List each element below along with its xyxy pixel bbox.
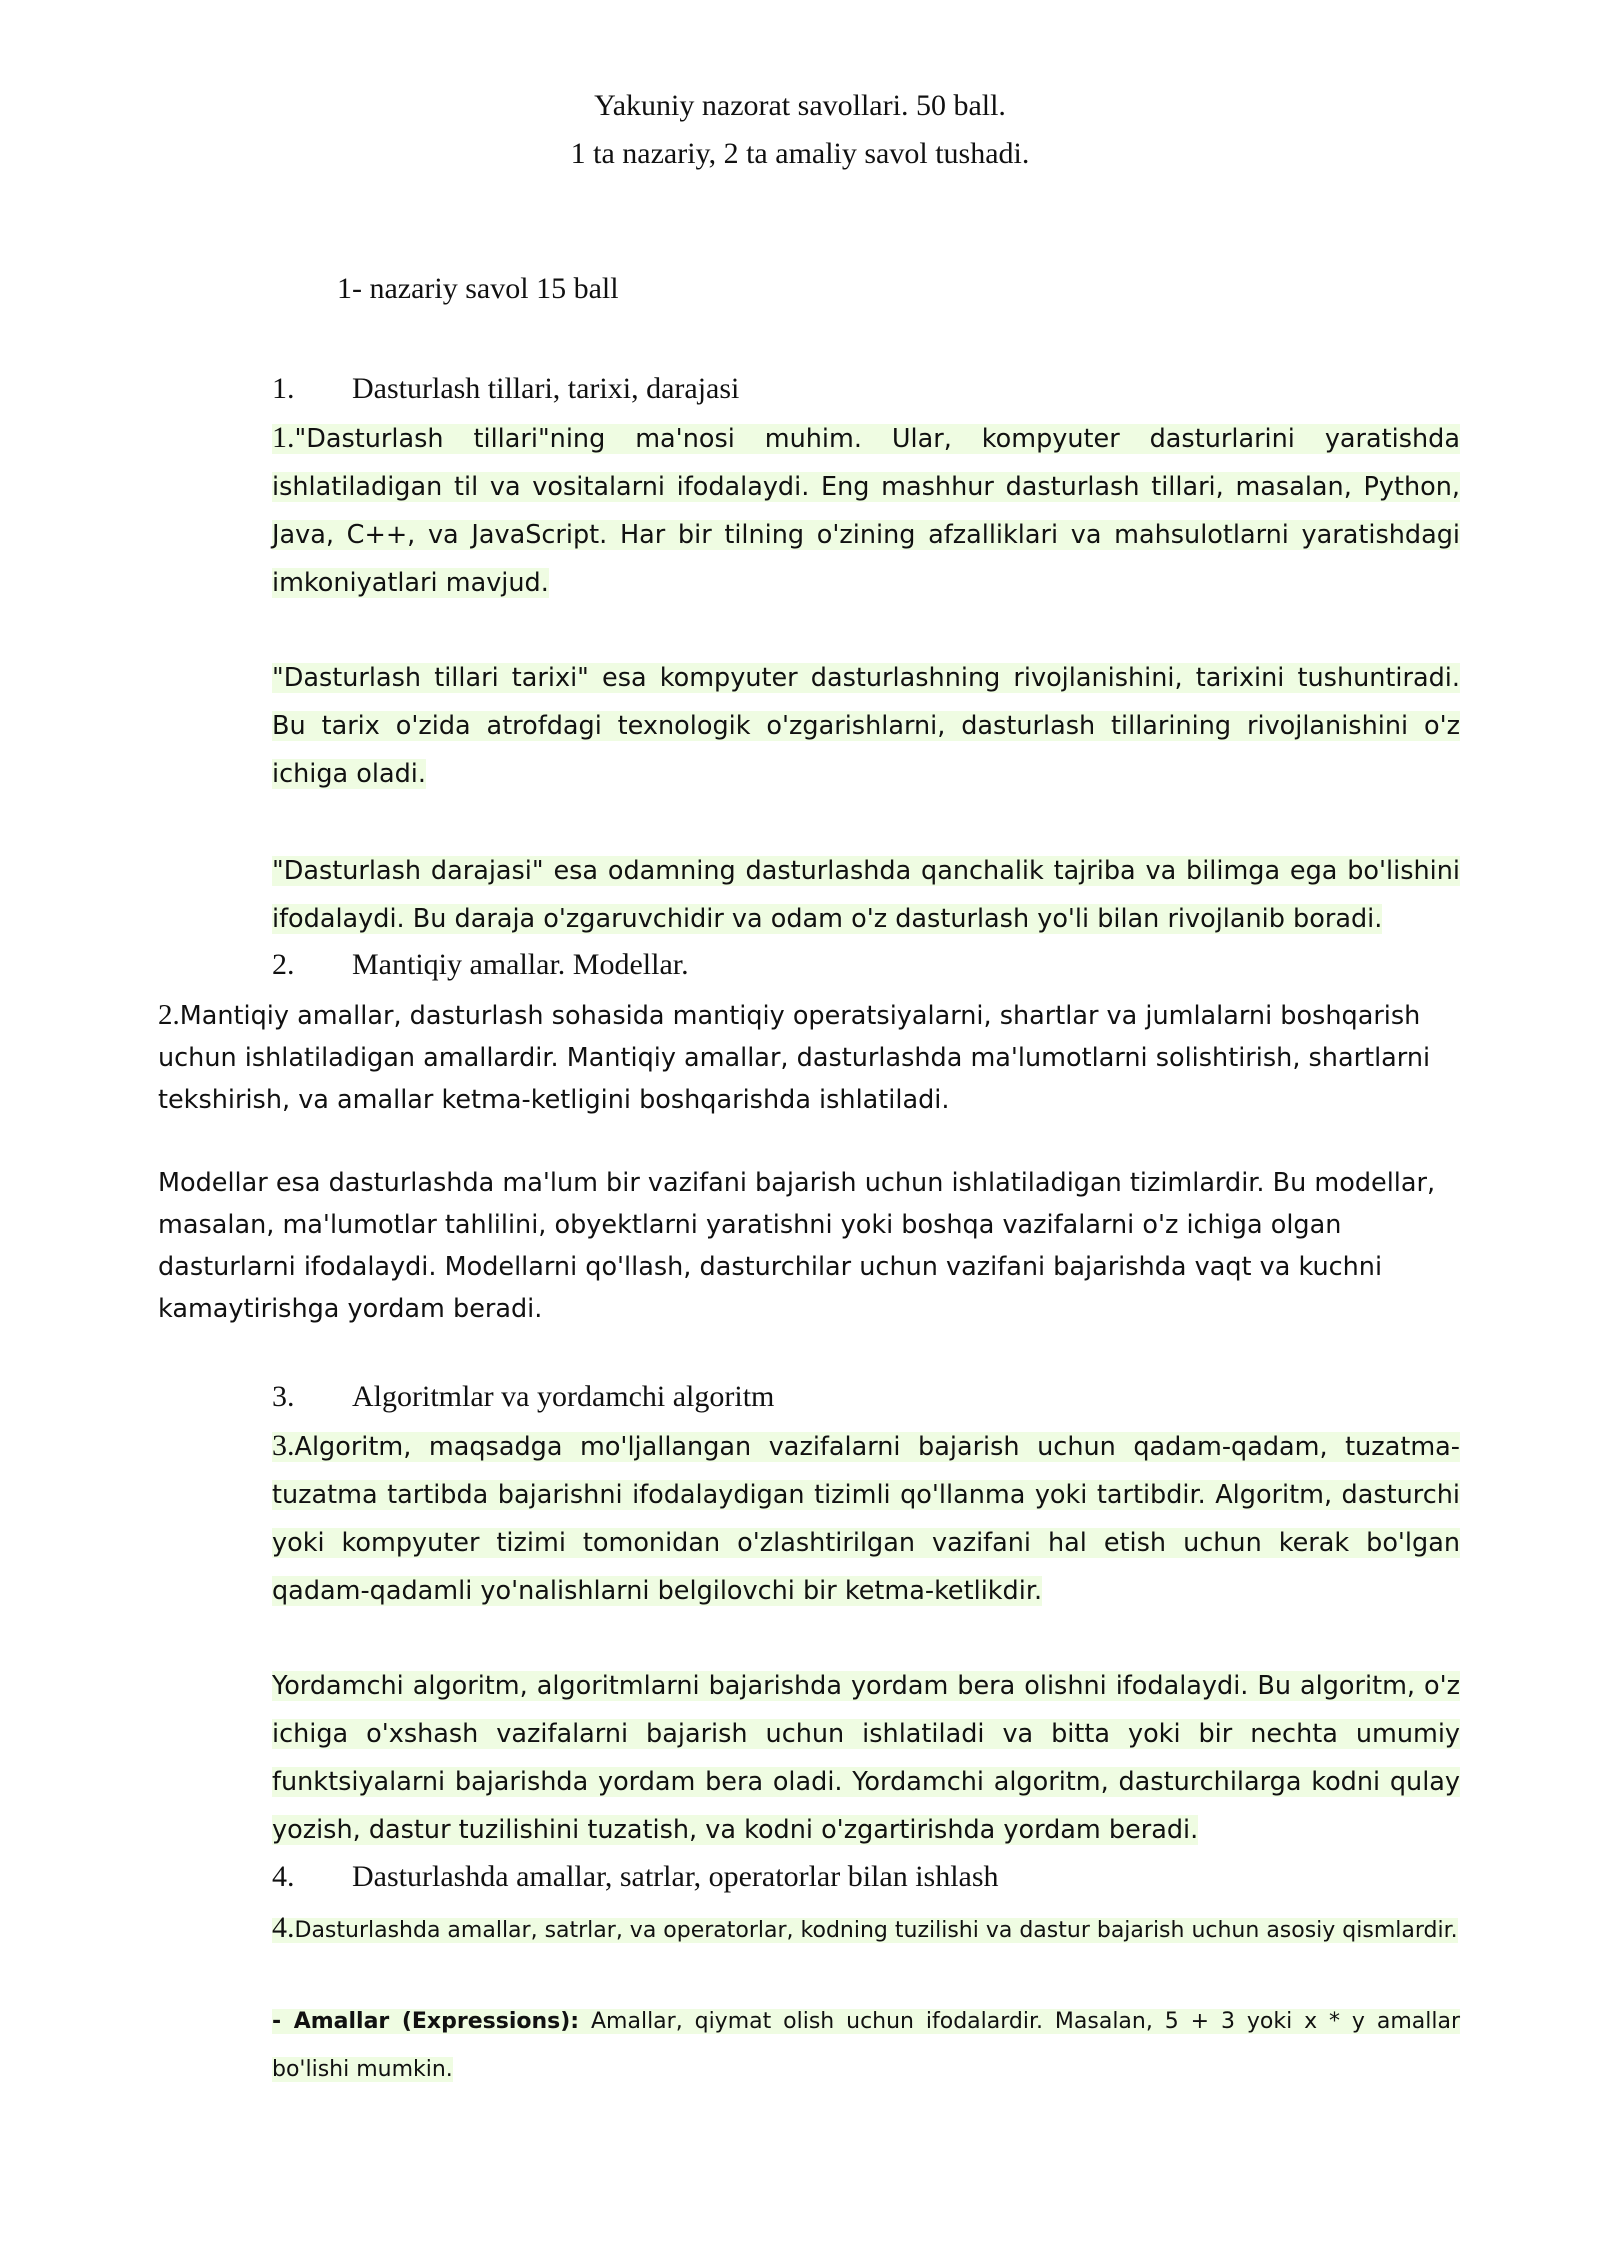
answer-3-lead: 3. — [272, 1429, 295, 1462]
question-4-answer-p1 — [272, 1904, 1460, 1955]
question-4-title: Dasturlashda amallar, satrlar, operatorlar bilan ishlash — [352, 1860, 999, 1893]
document-title: Yakuniy nazorat savollari. 50 ball. — [594, 89, 1006, 122]
answer-2-lead: 2. — [158, 999, 180, 1031]
answer-4-lead: 4. — [272, 1911, 295, 1944]
answer-1-lead: 1. — [272, 421, 295, 454]
question-1-number: 1. — [272, 372, 295, 405]
question-1-heading — [272, 372, 739, 406]
answer-4-text: Dasturlashda amallar, satrlar, va operatorlar, kodning tuzilishi va dastur bajarish uchun asosiy qismlardir. — [294, 1918, 1458, 1943]
answer-3-helper: Yordamchi algoritm, algoritmlarni bajarishda yordam bera olishni ifodalaydi. Bu algoritm, o'z ichiga o'xshash vazifalarni bajarish uchun ishlatiladi va bitta yoki bir nechta umumiy funktsiyalarni bajarishda yordam bera oladi. Yordamchi algoritm, dasturchilarga kodni qulay yozish, dastur tuzilishini tuzatish, va kodni o'zgartirishda yordam beradi. — [272, 1671, 1460, 1845]
expressions-text: Amallar, qiymat olish uchun ifodalardir. Masalan, 5 + 3 yoki x * y amallar bo'lishi mumkin. — [272, 2009, 1460, 2082]
question-3-number: 3. — [272, 1380, 295, 1413]
question-1-answer-p3 — [272, 847, 1460, 943]
question-1-title: Dasturlash tillari, tarixi, darajasi — [352, 372, 740, 405]
document-subtitle: 1 ta nazariy, 2 ta amaliy savol tushadi. — [570, 137, 1030, 170]
question-4-answer-p2 — [272, 1998, 1460, 2094]
question-2-heading — [272, 948, 689, 982]
question-3-answer-p2 — [272, 1662, 1460, 1854]
question-4-number: 4. — [272, 1860, 295, 1893]
answer-1-history: "Dasturlash tillari tarixi" esa kompyuter dasturlashning rivojlanishini, tarixini tushuntiradi. Bu tarix o'zida atrofdagi texnologik o'zgarishlarni, dasturlash tillarining rivojlanishini o'z ichiga oladi. — [272, 663, 1460, 789]
question-2-answer-p1 — [158, 994, 1448, 1121]
expressions-label: - Amallar (Expressions): — [272, 2009, 580, 2034]
answer-1-text: "Dasturlash tillari"ning ma'nosi muhim. Ular, kompyuter dasturlarini yaratishda ishlatiladigan til va vositalarni ifodalaydi. Eng mashhur dasturlash tillari, masalan, Python, Java, C++, va JavaScript. Har bir tilning o'zining afzalliklari va mahsulotlarni yaratishdagi imkoniyatlari mavjud. — [272, 424, 1460, 598]
question-1-answer-p1 — [272, 414, 1460, 607]
question-1-answer-p2 — [272, 654, 1460, 798]
answer-1-level: "Dasturlash darajasi" esa odamning dasturlashda qanchalik tajriba va bilimga ega bo'lishini ifodalaydi. Bu daraja o'zgaruvchidir va odam o'z dasturlash yo'li bilan rivojlanib boradi. — [272, 856, 1460, 934]
question-2-title: Mantiqiy amallar. Modellar. — [352, 948, 689, 981]
question-3-answer-p1 — [272, 1422, 1460, 1615]
answer-3-text: Algoritm, maqsadga mo'ljallangan vazifalarni bajarish uchun qadam-qadam, tuzatma-tuzatma tartibda bajarishni ifodalaydigan tizimli qo'llanma yoki tartibdir. Algoritm, dasturchi yoki kompyuter tizimi tomonidan o'zlashtirilgan vazifani hal etish uchun kerak bo'lgan qadam-qadamli yo'nalishlarni belgilovchi bir ketma-ketlikdir. — [272, 1432, 1460, 1606]
answer-2-text: Mantiqiy amallar, dasturlash sohasida mantiqiy operatsiyalarni, shartlar va jumlalarni boshqarish uchun ishlatiladigan amallardir. Mantiqiy amallar, dasturlashda ma'lumotlarni solishtirish, shartlarni tekshirish, va amallar ketma-ketligini boshqarishda ishlatiladi. — [158, 1001, 1431, 1115]
question-3-title: Algoritmlar va yordamchi algoritm — [352, 1380, 775, 1413]
section-heading: 1- nazariy savol 15 ball — [337, 272, 619, 305]
question-2-answer-p2 — [158, 1162, 1448, 1330]
question-4-heading — [272, 1860, 999, 1894]
answer-2-models: Modellar esa dasturlashda ma'lum bir vazifani bajarish uchun ishlatiladigan tizimlardir. Bu modellar, masalan, ma'lumotlar tahlilini, obyektlarni yaratishni yoki boshqa vazifalarni o'z ichiga olgan dasturlarni ifodalaydi. Modellarni qo'llash, dasturchilar uchun vazifani bajarishda vaqt va kuchni kamaytirishga yordam beradi. — [158, 1168, 1436, 1324]
question-3-heading — [272, 1380, 774, 1414]
question-2-number: 2. — [272, 948, 295, 981]
